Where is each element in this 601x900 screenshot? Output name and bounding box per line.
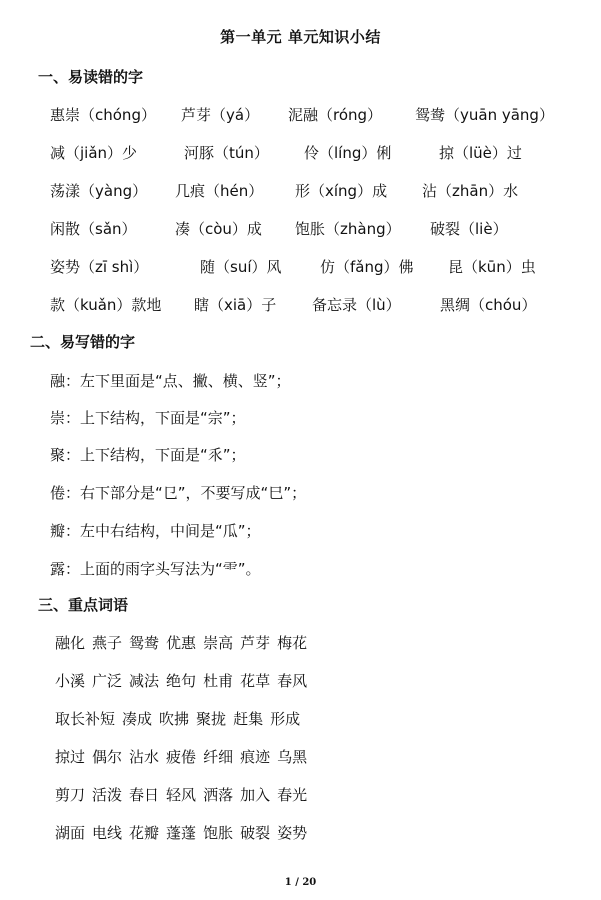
section-heading-miswritten: 二、易写错的字 (30, 333, 136, 351)
key-word: 洒落 (203, 786, 234, 804)
key-word: 取长补短 (55, 710, 116, 728)
misread-item: 瞎（xiā）子 (194, 296, 277, 314)
key-words-row (55, 670, 314, 691)
key-word: 偶尔 (92, 748, 123, 766)
miswritten-item: 崇：上下结构，下面是“宗”； (50, 409, 246, 427)
miswritten-item: 融：左下里面是“点、撇、横、竖”； (50, 372, 291, 390)
key-words-row (55, 632, 314, 653)
key-words-row (55, 822, 314, 843)
key-word: 梅花 (277, 634, 308, 652)
misread-item: 备忘录（lù） (312, 296, 401, 314)
key-word: 优惠 (166, 634, 197, 652)
key-word: 广泛 (92, 672, 123, 690)
key-word: 沾水 (129, 748, 160, 766)
key-words-row (55, 784, 314, 805)
key-word: 绝句 (166, 672, 197, 690)
key-word: 饱胀 (203, 824, 234, 842)
misread-item: 沾（zhān）水 (422, 182, 519, 200)
key-word: 鸳鸯 (129, 634, 160, 652)
misread-item: 款（kuǎn）款地 (50, 296, 162, 314)
key-word: 小溪 (55, 672, 86, 690)
misread-item: 姿势（zī shì） (50, 258, 149, 276)
misread-item: 破裂（liè） (430, 220, 508, 238)
key-word: 减法 (129, 672, 160, 690)
key-word: 形成 (270, 710, 301, 728)
miswritten-item: 瓣：左中右结构，中间是“瓜”； (50, 522, 261, 540)
key-word: 崇高 (203, 634, 234, 652)
section-heading-key-words: 三、重点词语 (38, 596, 129, 614)
misread-item: 河豚（tún） (184, 144, 269, 162)
page-number: 1 / 20 (284, 877, 317, 888)
key-word: 杜甫 (203, 672, 234, 690)
misread-item: 减（jiǎn）少 (50, 144, 138, 162)
misread-item: 形（xíng）成 (295, 182, 388, 200)
misread-item: 伶（líng）俐 (304, 144, 392, 162)
key-word: 蓬蓬 (166, 824, 197, 842)
key-word: 湖面 (55, 824, 86, 842)
key-word: 掠过 (55, 748, 86, 766)
miswritten-item: 露：上面的雨字头写法为“⻗”。 (50, 560, 261, 578)
key-word: 破裂 (240, 824, 271, 842)
key-word: 疲倦 (166, 748, 197, 766)
miswritten-item: 聚：上下结构，下面是“乑”； (50, 446, 246, 464)
key-word: 乌黑 (277, 748, 308, 766)
misread-item: 昆（kūn）虫 (448, 258, 536, 276)
key-word: 花草 (240, 672, 271, 690)
key-word: 赶集 (233, 710, 264, 728)
misread-item: 随（suí）风 (200, 258, 282, 276)
misread-item: 芦芽（yá） (181, 106, 260, 124)
misread-item: 几痕（hén） (175, 182, 264, 200)
key-word: 春日 (129, 786, 160, 804)
misread-item: 泥融（róng） (288, 106, 383, 124)
misread-item: 饱胀（zhàng） (295, 220, 401, 238)
key-word: 姿势 (277, 824, 308, 842)
miswritten-item: 倦：右下部分是“㔾”，不要写成“巳”； (50, 484, 307, 502)
key-word: 剪刀 (55, 786, 86, 804)
key-word: 电线 (92, 824, 123, 842)
key-word: 轻风 (166, 786, 197, 804)
key-word: 燕子 (92, 634, 123, 652)
misread-item: 荡漾（yàng） (50, 182, 148, 200)
page-title: 第一单元 单元知识小结 (220, 28, 381, 46)
misread-item: 仿（fǎng）佛 (320, 258, 414, 276)
key-words-row (55, 708, 307, 729)
key-word: 花瓣 (129, 824, 160, 842)
key-word: 聚拢 (196, 710, 227, 728)
misread-item: 黑绸（chóu） (440, 296, 537, 314)
key-word: 纤细 (203, 748, 234, 766)
key-word: 春风 (277, 672, 308, 690)
key-word: 加入 (240, 786, 271, 804)
key-word: 融化 (55, 634, 86, 652)
key-word: 春光 (277, 786, 308, 804)
key-word: 痕迹 (240, 748, 271, 766)
key-word: 芦芽 (240, 634, 271, 652)
key-words-row (55, 746, 314, 767)
key-word: 吹拂 (159, 710, 190, 728)
misread-item: 掠（lüè）过 (439, 144, 522, 162)
misread-item: 凑（còu）成 (175, 220, 262, 238)
misread-item: 闲散（sǎn） (50, 220, 137, 238)
key-word: 活泼 (92, 786, 123, 804)
misread-item: 惠崇（chóng） (50, 106, 156, 124)
misread-item: 鸳鸯（yuān yāng） (415, 106, 554, 124)
key-word: 凑成 (122, 710, 153, 728)
section-heading-misread: 一、易读错的字 (38, 68, 144, 86)
